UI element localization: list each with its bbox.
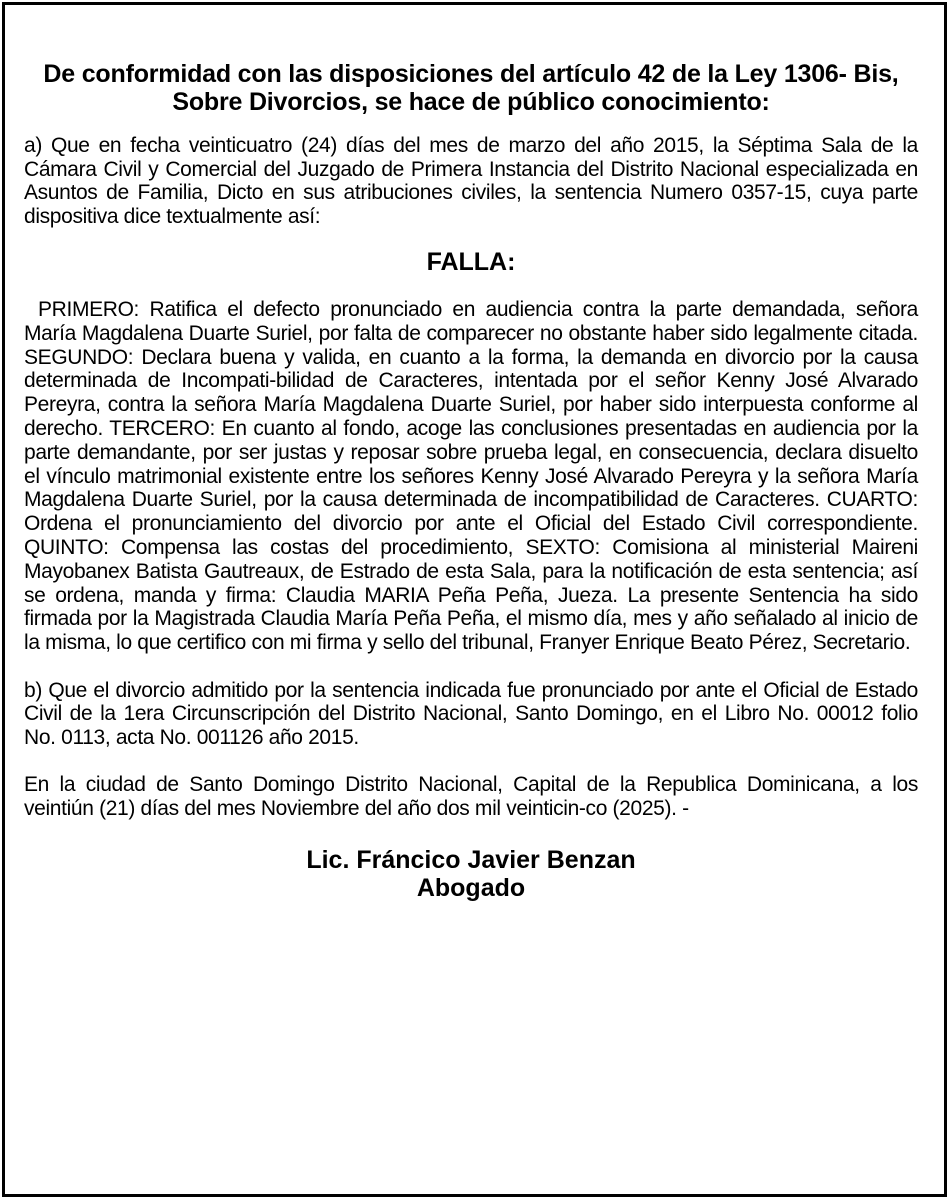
paragraph-a: a) Que en fecha veinticuatro (24) días del mes de marzo del año 2015, la Séptima Sala de la Cámara Civil y Comercial del Juzgado de Primera Instancia del Distrito Nacional especializada en Asuntos de Familia, Dicto en sus atribuciones civiles, la sentencia Numero 0357-15, cuya parte dispositiva dice textualmente así:: [24, 134, 918, 228]
signer-title: Abogado: [416, 874, 526, 903]
legal-notice: [24, 60, 918, 902]
closing-paragraph: En la ciudad de Santo Domingo Distrito Nacional, Capital de la Republica Dominicana, a los veintiún (21) días del mes Noviembre del año dos mil veinticin-co (2025). -: [24, 773, 918, 820]
signer-name: Lic. Fráncico Javier Benzan: [306, 846, 636, 875]
paragraph-b: b) Que el divorcio admitido por la sentencia indicada fue pronunciado por ante el Oficial de Estado Civil de la 1era Circunscripción del Distrito Nacional, Santo Domingo, en el Libro No. 00012 folio No. 0113, acta No. 001126 año 2015.: [24, 678, 918, 749]
notice-heading: De conformidad con las disposiciones del artículo 42 de la Ley 1306- Bis, Sobre Divorcios, se hace de público conocimiento:: [43, 60, 899, 116]
signature-block: [24, 846, 918, 902]
falla-title: FALLA:: [426, 248, 516, 276]
ruling-text: PRIMERO: Ratifica el defecto pronunciado en audiencia contra la parte demandada, señora María Magdalena Duarte Suriel, por falta de comparecer no obstante haber sido legalmente citada. SEGUNDO: Declara buena y valida, en cuanto a la forma, la demanda en divorcio por la causa determinada de Incompati-bilidad de Caracteres, intentada por el señor Kenny José Alvarado Pereyra, contra la señora María Magdalena Duarte Suriel, por haber sido interpuesta conforme al derecho. TERCERO: En cuanto al fondo, acoge las conclusiones presentadas en audiencia por la parte demandante, por ser justas y reposar sobre prueba legal, en consecuencia, declara disuelto el vínculo matrimonial existente entre los señores Kenny José Alvarado Pereyra y la señora María Magdalena Duarte Suriel, por la causa determinada de incompatibilidad de Caracteres. CUARTO: Ordena el pronunciamiento del divorcio por ante el Oficial del Estado Civil correspondiente. QUINTO: Compensa las costas del procedimiento, SEXTO: Comisiona al ministerial Maireni Mayobanex Batista Gautreaux, de Estrado de esta Sala, para la notificación de esta sentencia; así se ordena, manda y firma: Claudia MARIA Peña Peña, Jueza. La presente Sentencia ha sido firmada por la Magistrada Claudia María Peña Peña, el mismo día, mes y año señalado al inicio de la misma, lo que certifico con mi firma y sello del tribunal, Franyer Enrique Beato Pérez, Secretario.: [24, 298, 918, 655]
